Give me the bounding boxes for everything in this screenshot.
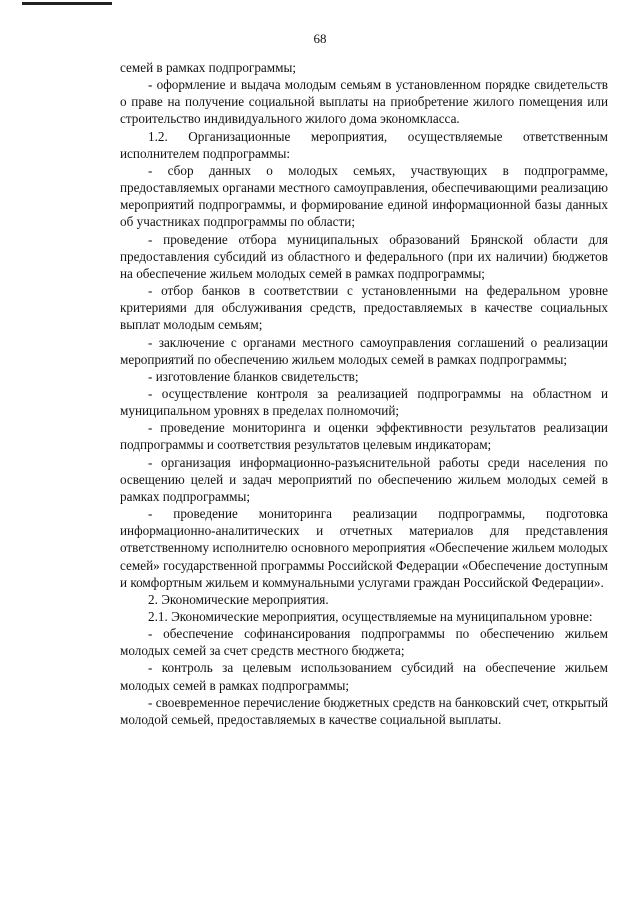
document-body (120, 59, 608, 728)
list-item: - изготовление бланков свидетельств; (148, 368, 359, 384)
list-item: - заключение с органами местного самоуправления соглашений о реализации мероприятий по обеспечению жильем молодых семей в рамках подпрограммы; (120, 334, 608, 367)
list-item: - отбор банков в соответствии с установленными на федеральном уровне критериями для обслуживания средств, предоставляемых в качестве социальных выплат молодым семьям; (120, 283, 608, 333)
list-item: - проведение мониторинга реализации подпрограммы, подготовка информационно-аналитических и отчетных материалов для представления ответственному исполнителю основного мероприятия «Обеспечение жильем молодых семей» государственной программы Российской Федерации «Обеспечение доступным и комфортным жильем и коммунальными услугами граждан Российской Федерации». (120, 506, 608, 590)
list-item: - осуществление контроля за реализацией подпрограммы на областном и муниципальном уровнях в пределах полномочий; (120, 385, 608, 419)
paragraph: - оформление и выдача молодым семьям в установленном порядке свидетельств о праве на получение социальной выплаты на приобретение жилого помещения или строительство индивидуального жилого дома экономкласса. (120, 77, 608, 127)
list-item: - проведение отбора муниципальных образований Брянской области для предоставления субсидий из областного и федерального (при их наличии) бюджетов на обеспечение жильем молодых семей в рамках подпрограммы; (120, 231, 608, 281)
list-item: - организация информационно-разъяснительной работы среди населения по освещению целей и задач мероприятий по обеспечению жильем молодых семей в рамках подпрограммы; (120, 454, 608, 504)
section-heading: 2. Экономические мероприятия. (148, 591, 329, 607)
scan-edge-mark (22, 2, 112, 5)
list-item: - проведение мониторинга и оценки эффективности результатов реализации подпрограммы и соответствия результатов целевым индикаторам; (120, 420, 608, 453)
list-item: - сбор данных о молодых семьях, участвующих в подпрограмме, предоставляемых органами местного самоуправления, обеспечивающими реализацию мероприятий подпрограммы, и формирование единой информационной базы данных об участниках подпрограммы по области; (120, 162, 608, 230)
section-heading: 2.1. Экономические мероприятия, осуществляемые на муниципальном уровне: (148, 609, 593, 624)
list-item: - обеспечение софинансирования подпрограммы по обеспечению жильем молодых семей за счет средств местного бюджета; (120, 626, 608, 659)
page-number: 68 (313, 31, 327, 46)
list-item: - своевременное перечисление бюджетных средств на банковский счет, открытый молодой семьей, предоставляемых в качестве социальной выплаты. (120, 694, 608, 727)
list-item: - контроль за целевым использованием субсидий на обеспечение жильем молодых семей в рамках подпрограммы; (120, 660, 608, 693)
paragraph: семей в рамках подпрограммы; (120, 60, 296, 75)
section-heading: 1.2. Организационные мероприятия, осуществляемые ответственным исполнителем подпрограммы: (120, 128, 608, 161)
